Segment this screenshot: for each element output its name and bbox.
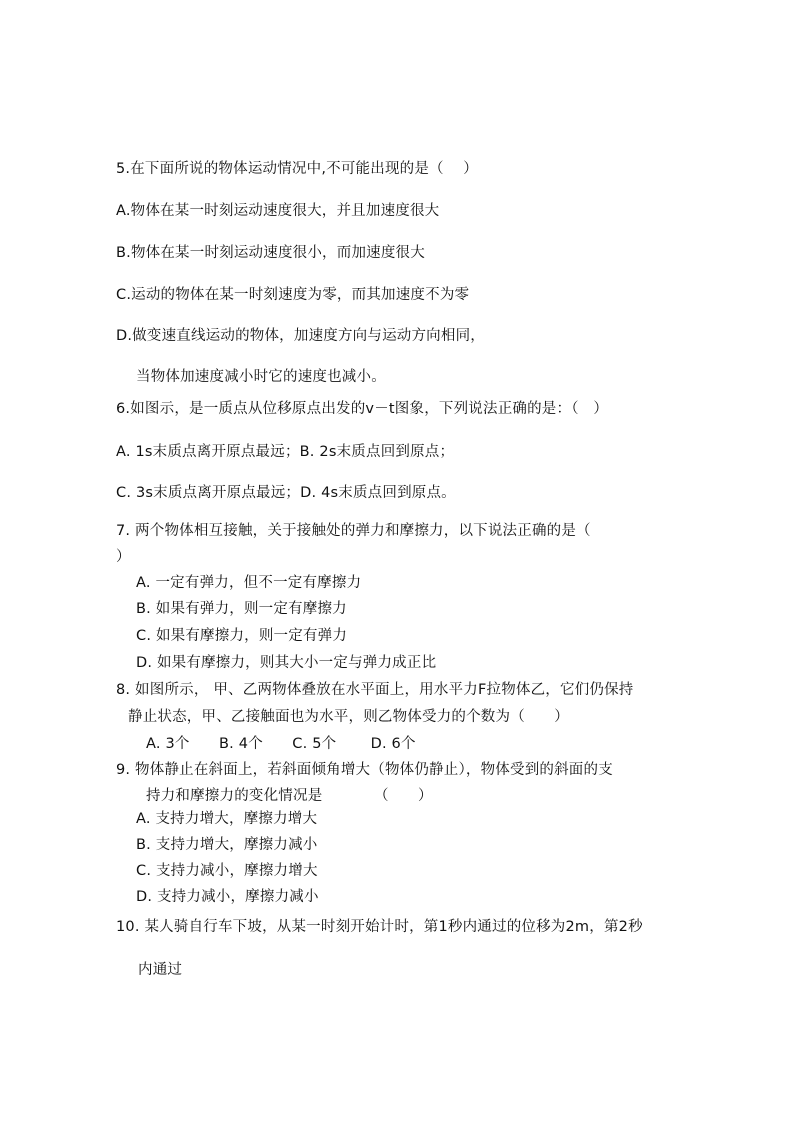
question-8-options: A. 3个 B. 4个 C. 5个 D. 6个	[146, 736, 416, 752]
question-5-option-a: A.物体在某一时刻运动速度很大，并且加速度很大	[116, 203, 440, 219]
question-9-stem-continued: 持力和摩擦力的变化情况是 （ ）	[146, 788, 433, 804]
question-6-options-cd: C. 3s末质点离开原点最远；D. 4s末质点回到原点。	[116, 485, 456, 501]
question-6-stem: 6.如图示，是一质点从位移原点出发的v－t图象，下列说法正确的是：（ ）	[116, 401, 609, 417]
question-8-stem: 8. 如图所示， 甲、乙两物体叠放在水平面上，用水平力F拉物体乙，它们仍保持	[116, 682, 634, 698]
question-9-stem: 9. 物体静止在斜面上，若斜面倾角增大（物体仍静止），物体受到的斜面的支	[116, 762, 613, 778]
question-9-option-a: A. 支持力增大，摩擦力增大	[136, 811, 318, 827]
question-7-option-d: D. 如果有摩擦力，则其大小一定与弹力成正比	[136, 655, 437, 671]
question-6-options-ab: A. 1s末质点离开原点最远；B. 2s末质点回到原点；	[116, 444, 455, 460]
question-7-option-a: A. 一定有弹力，但不一定有摩擦力	[136, 575, 362, 591]
question-7-option-b: B. 如果有弹力，则一定有摩擦力	[136, 601, 347, 617]
question-5-option-b: B.物体在某一时刻运动速度很小，而加速度很大	[116, 245, 425, 261]
question-5-option-c: C.运动的物体在某一时刻速度为零，而其加速度不为零	[116, 287, 470, 303]
question-5-option-d: D.做变速直线运动的物体，加速度方向与运动方向相同，	[116, 328, 485, 344]
question-7-stem: 7. 两个物体相互接触，关于接触处的弹力和摩擦力，以下说法正确的是（	[116, 523, 591, 539]
question-9-option-d: D. 支持力减小，摩擦力减小	[136, 889, 319, 905]
question-7-option-c: C. 如果有摩擦力，则一定有弹力	[136, 628, 348, 644]
question-9-option-c: C. 支持力减小，摩擦力增大	[136, 863, 318, 879]
question-10-stem: 10. 某人骑自行车下坡，从某一时刻开始计时，第1秒内通过的位移为2m，第2秒	[116, 919, 643, 935]
question-5-stem: 5.在下面所说的物体运动情况中,不可能出现的是（ ）	[116, 161, 478, 177]
question-9-option-b: B. 支持力增大，摩擦力减小	[136, 837, 318, 853]
question-8-stem-continued: 静止状态，甲、乙接触面也为水平，则乙物体受力的个数为（ ）	[128, 709, 569, 725]
question-10-stem-continued: 内通过	[138, 962, 183, 978]
question-5-option-d-continued: 当物体加速度减小时它的速度也减小。	[136, 369, 386, 385]
question-7-stem-continued: ）	[116, 549, 131, 565]
